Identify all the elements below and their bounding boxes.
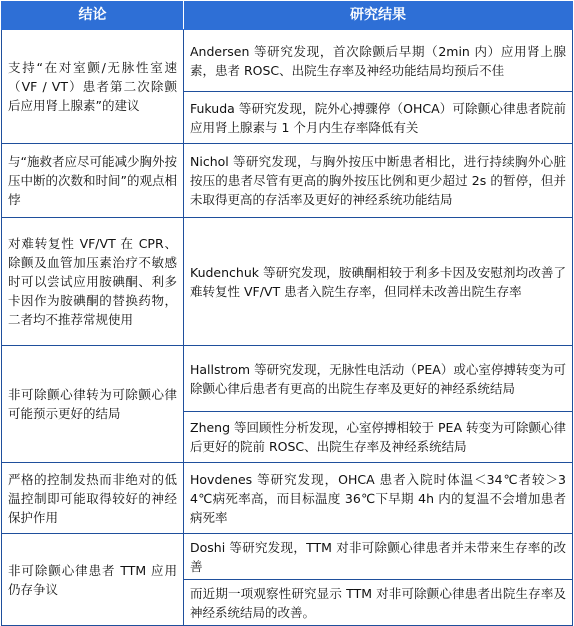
result-cell: 而近期一项观察性研究显示 TTM 对非可除颤心律患者出院生存率及神经系统结局的改善。: [184, 580, 573, 626]
table-row: [2, 30, 573, 92]
table-row: [2, 346, 573, 412]
table-row: [2, 144, 573, 218]
result-cell: Hallstrom 等研究发现，无脉性电活动（PEA）或心室停搏转变为可除颤心律后患者有更高的出院生存率及更好的神经系统结局: [184, 346, 573, 412]
conclusion-cell: 非可除颤心律患者 TTM 应用仍存争议: [2, 534, 184, 626]
evidence-table: [1, 1, 573, 626]
result-cell: Nichol 等研究发现，与胸外按压中断患者相比，进行持续胸外心脏按压的患者尽管有更高的胸外按压比例和更少超过 2s 的暂停，但并未取得更高的存活率及更好的神经系统功能结局: [184, 144, 573, 218]
conclusion-cell: 非可除颤心律转为可除颤心律可能预示更好的结局: [2, 346, 184, 463]
header-results: 研究结果: [184, 2, 573, 30]
result-cell: Zheng 等回顾性分析发现，心室停搏相较于 PEA 转变为可除颤心律后更好的院前 ROSC、出院生存率及神经系统结局: [184, 412, 573, 463]
result-cell: Hovdenes 等研究发现，OHCA 患者入院时体温＜34℃者较＞34℃病死率高，而目标温度 36℃下早期 4h 内的复温不会增加患者病死率: [184, 463, 573, 534]
conclusion-cell: 对难转复性 VF/VT 在 CPR、除颤及血管加压素治疗不敏感时可以尝试应用胺碘酮、利多卡因作为胺碘酮的替换药物，二者均不推荐常规使用: [2, 218, 184, 346]
table-header-row: [2, 2, 573, 30]
table-row: [2, 534, 573, 580]
conclusion-cell: 与“施救者应尽可能减少胸外按压中断的次数和时间”的观点相悖: [2, 144, 184, 218]
result-cell: Fukuda 等研究发现，院外心搏骤停（OHCA）可除颤心律患者院前应用肾上腺素与 1 个月内生存率降低有关: [184, 92, 573, 144]
result-cell: Doshi 等研究发现，TTM 对非可除颤心律患者并未带来生存率的改善: [184, 534, 573, 580]
header-conclusion: 结论: [2, 2, 184, 30]
table-row: [2, 463, 573, 534]
conclusion-cell: 严格的控制发热而非绝对的低温控制即可能取得较好的神经保护作用: [2, 463, 184, 534]
result-cell: Kudenchuk 等研究发现，胺碘酮相较于利多卡因及安慰剂均改善了难转复性 VF/VT 患者入院生存率，但同样未改善出院生存率: [184, 218, 573, 346]
table-row: [2, 218, 573, 346]
conclusion-cell: 支持“在对室颤/无脉性室速（VF / VT）患者第二次除颤后应用肾上腺素”的建议: [2, 30, 184, 144]
result-cell: Andersen 等研究发现，首次除颤后早期（2min 内）应用肾上腺素，患者 ROSC、出院生存率及神经功能结局均预后不佳: [184, 30, 573, 92]
